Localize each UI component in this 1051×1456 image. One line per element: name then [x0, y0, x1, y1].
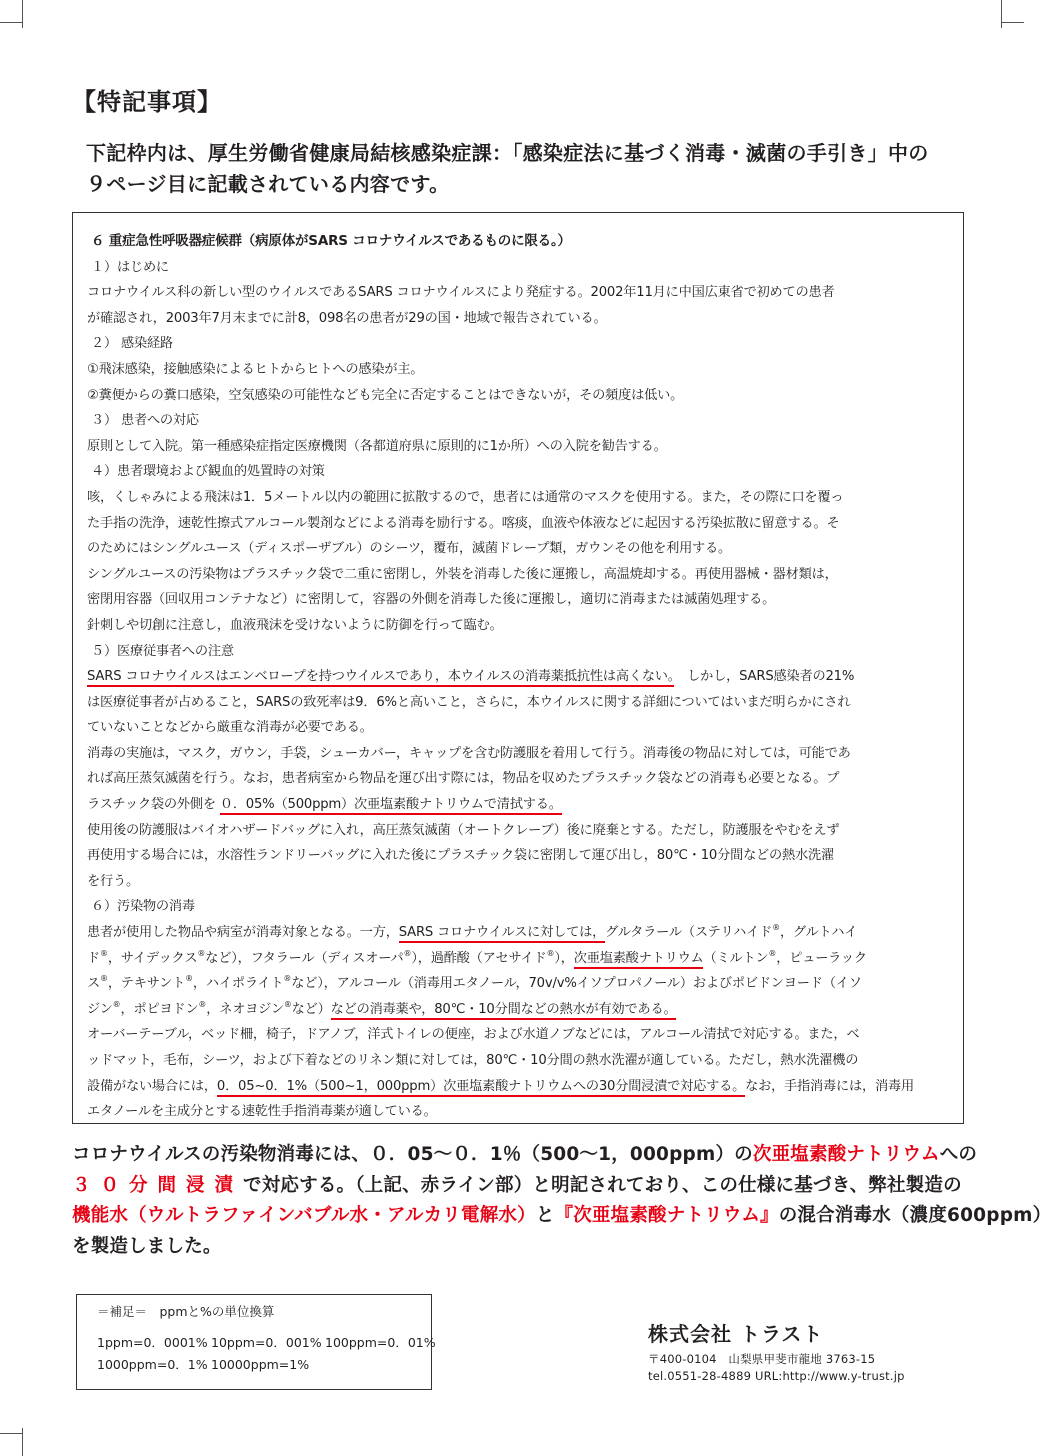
- text-span: と: [535, 1205, 555, 1226]
- paragraph-line: シングルユースの汚染物はプラスチック袋で二重に密閉し，外装を消毒した後に運搬し，高温焼却する。再使用器械・器材類は，: [87, 566, 838, 582]
- text-span: ジン: [87, 1001, 113, 1017]
- registered-mark: ®: [768, 948, 777, 958]
- highlight-red: ３０分間浸漬: [72, 1174, 244, 1196]
- text-span: ，グルトハイ: [779, 925, 858, 941]
- note-spacer: [97, 1323, 431, 1332]
- paragraph-line: ッドマット，毛布，シーツ，および下着などのリネン類に対しては，80℃・10分間の熱水洗濯が適している。ただし，熱水洗濯機の: [87, 1053, 859, 1068]
- text-span: ），: [554, 950, 574, 966]
- crop-mark-top-right-v: [1001, 0, 1002, 28]
- conversion-item: 10000ppm=1%: [211, 1357, 310, 1372]
- section-heading: ２） 感染経路: [91, 336, 173, 352]
- text-span: など），フタラール（ディスオーパ: [205, 950, 404, 966]
- paragraph-line: [87, 997, 947, 1023]
- paragraph-line: 使用後の防護服はバイオハザードバッグに入れ，高圧蒸気滅菌（オートクレーブ）後に廃棄とする。ただし，防護服をやむをえず: [87, 822, 840, 838]
- text-span: で対応する。（上記、赤ライン部）と明記されており、この仕様に基づき、弊社製造の: [243, 1174, 962, 1196]
- conversion-item: 100ppm=0．01%: [325, 1335, 436, 1350]
- paragraph-line: オーバーテーブル，ベッド柵，椅子，ドアノブ，洋式トイレの便座，および水道ノブなどには，アルコール清拭で対応する。また，ベ: [87, 1027, 860, 1043]
- highlight-red: 次亜塩素酸ナトリウム: [752, 1144, 940, 1165]
- paragraph-line: ②糞便からの糞口感染，空気感染の可能性なども完全に否定することはできないが，その頻度は低い。: [87, 387, 684, 403]
- registered-mark: ®: [283, 999, 292, 1009]
- registered-mark: ®: [403, 948, 412, 958]
- registered-mark: ®: [100, 948, 108, 958]
- paragraph-line: を行う。: [87, 873, 139, 889]
- text-span: ド: [87, 950, 100, 966]
- paragraph-line: は医療従事者が占めること，SARSの致死率は9．6%と高いこと，さらに，本ウイルスに関する詳細についてはいまだ明らかにされ: [87, 694, 851, 710]
- registered-mark: ®: [100, 974, 108, 984]
- paragraph-line: [87, 920, 947, 946]
- crop-mark-top-left-v: [22, 0, 23, 28]
- crop-mark-top-left-h: [0, 22, 22, 23]
- summary-line: [72, 1201, 1051, 1232]
- summary-line: [72, 1140, 978, 1171]
- section-heading: ６）汚染物の消毒: [91, 899, 195, 915]
- highlighted-text: 次亜塩素酸ナトリウム: [574, 951, 704, 969]
- page-title: 【特記事項】: [72, 88, 222, 116]
- section-heading: ３） 患者への対応: [91, 413, 199, 429]
- text-span: への: [939, 1144, 978, 1165]
- paragraph-line: [87, 792, 947, 818]
- company-contact: tel.0551-28-4889 URL:http://www.y-trust.jp: [648, 1369, 905, 1383]
- paragraph-line: が確認され，2003年7月末までに計8，098名の患者が29の国・地域で報告されている。: [87, 310, 607, 326]
- registered-mark: ®: [198, 999, 207, 1009]
- text-span: ，ハイポライト: [192, 976, 284, 992]
- text-span: など），アルコール（消毒用エタノール，70v/v%イソプロパノール）およびポビドンヨード（イソ: [291, 976, 862, 992]
- paragraph-line: 再使用する場合には，水溶性ランドリーバッグに入れた後にプラスチック袋に密閉して運び出し，80℃・10分間などの熱水洗濯: [87, 848, 834, 864]
- text-span: の混合消毒水（濃度600ppm）: [778, 1205, 1051, 1226]
- registered-mark: ®: [772, 923, 780, 933]
- note-row: [97, 1354, 431, 1376]
- text-span: など）: [291, 1001, 331, 1017]
- section-heading: １）はじめに: [91, 259, 169, 275]
- company-address: 〒400-0104 山梨県甲斐市龍地 3763-15: [648, 1352, 876, 1366]
- paragraph-line: [87, 1074, 947, 1100]
- unit-conversion-note: [76, 1294, 436, 1390]
- summary-line: を製造しました。: [72, 1235, 222, 1257]
- conversion-item: 1ppm=0．0001%: [97, 1335, 208, 1350]
- crop-mark-bottom-left-v: [22, 1428, 23, 1456]
- paragraph-line: ①飛沫感染，接触感染によるヒトからヒトへの感染が主。: [87, 361, 424, 377]
- highlighted-text: ０．05%（500ppm）次亜塩素酸ナトリウムで清拭する。: [220, 797, 562, 815]
- company-name: 株式会社 トラスト: [648, 1322, 824, 1346]
- paragraph-line: コロナウイルス科の新しい型のウイルスであるSARS コロナウイルスにより発症する。2002年11月に中国広東省で初めての患者: [87, 285, 835, 301]
- paragraph-line: のためにはシングルユース（ディスポーザブル）のシーツ，覆布，滅菌ドレープ類，ガウンその他を利用する。: [87, 541, 732, 557]
- company-info: [648, 1318, 905, 1383]
- note-row: [97, 1332, 436, 1354]
- text-span: なお，手指消毒には，消毒用: [745, 1078, 914, 1094]
- highlighted-text: 0．05~0．1%（500~1，000ppm）次亜塩素酸ナトリウムへの30分間浸漬で対応する。: [217, 1079, 745, 1097]
- text-span: グルタラール（ステリハイド: [605, 925, 773, 941]
- registered-mark: ®: [283, 974, 292, 984]
- paragraph-line: エタノールを主成分とする速乾性手指消毒薬が適している。: [87, 1104, 437, 1120]
- text-span: しかし，SARS感染者の21%: [674, 669, 855, 685]
- registered-mark: ®: [546, 948, 555, 958]
- summary-line: [72, 1171, 972, 1202]
- text-span: ，テキサント: [107, 976, 186, 992]
- quoted-guideline-box: [72, 212, 964, 1124]
- intro-text: [86, 138, 986, 200]
- paragraph-line: [87, 946, 947, 972]
- paragraph-line: [87, 971, 947, 997]
- text-span: ），過酢酸（アセサイド: [411, 950, 547, 966]
- intro-line: ９ページ目に記載されている内容です。: [86, 172, 450, 196]
- highlighted-text: などの消毒薬や，80℃・10分間などの熱水が有効である。: [331, 1002, 677, 1020]
- paragraph-line: 原則として入院。第一種感染症指定医療機関（各都道府県に原則的に1か所）への入院を勧告する。: [87, 438, 667, 454]
- highlighted-text: SARS コロナウイルスはエンベロープを持つウイルスであり，本ウイルスの消毒薬抵抗性は高くない。: [87, 669, 674, 687]
- text-span: ラスチック袋の外側を: [87, 797, 216, 813]
- paragraph-line: れば高圧蒸気滅菌を行う。なお，患者病室から物品を運び出す際には，物品を収めたプラスチック袋などの消毒も必要となる。プ: [87, 771, 840, 787]
- paragraph-line: 消毒の実施は，マスク，ガウン，手袋，シューカバー，キャップを含む防護服を着用して行う。消毒後の物品に対しては，可能であ: [87, 745, 851, 761]
- text-span: 設備がない場合には，: [87, 1078, 217, 1094]
- text-span: （ミルトン: [703, 950, 769, 966]
- section-heading: ５）医療従事者への注意: [91, 643, 234, 659]
- conversion-item: 1000ppm=0．1%: [97, 1357, 208, 1372]
- highlight-red: 『次亜塩素酸ナトリウム』: [554, 1205, 779, 1226]
- summary-text: [72, 1140, 1051, 1262]
- crop-mark-top-right-h: [1002, 22, 1024, 23]
- text-span: ，ポピヨドン: [120, 1001, 199, 1017]
- intro-line: 下記枠内は、厚生労働省健康局結核感染症課：「感染症法に基づく消毒・滅菌の手引き」中の: [86, 141, 929, 165]
- paragraph-line: た手指の洗浄，速乾性擦式アルコール製剤などによる消毒を励行する。喀痰，血液や体液などに起因する汚染拡散に留意する。そ: [87, 515, 840, 531]
- highlighted-text: SARS コロナウイルスに対しては，: [399, 925, 605, 943]
- paragraph-line: ていないことなどから厳重な消毒が必要である。: [87, 720, 373, 736]
- paragraph-line: [87, 664, 947, 690]
- text-span: ス: [87, 976, 100, 992]
- highlight-red: 機能水（ウルトラファインバブル水・アルカリ電解水）: [72, 1205, 536, 1226]
- registered-mark: ®: [112, 999, 121, 1009]
- paragraph-line: 針刺しや切創に注意し，血液飛沫を受けないように防御を行って臨む。: [87, 617, 503, 633]
- registered-mark: ®: [185, 974, 193, 984]
- section-heading: ４）患者環境および観血的処置時の対策: [91, 464, 325, 480]
- text-span: ，ピューラック: [776, 950, 867, 966]
- section-title: ６ 重症急性呼吸器症候群（病原体がSARS コロナウイルスであるものに限る。）: [91, 233, 571, 249]
- note-title: ＝補足＝ ppmと%の単位換算: [97, 1304, 275, 1319]
- crop-mark-bottom-left-h: [0, 1433, 22, 1434]
- text-span: 患者が使用した物品や病室が消毒対象となる。一方，: [87, 925, 399, 941]
- registered-mark: ®: [197, 948, 206, 958]
- paragraph-line: 密閉用容器（回収用コンテナなど）に密閉して，容器の外側を消毒した後に運搬し，適切に消毒または滅菌処理する。: [87, 592, 776, 608]
- text-span: ，サイデックス: [107, 950, 198, 966]
- text-span: コロナウイルスの汚染物消毒には、０．05～０．1％（500～1，000ppm）の: [72, 1144, 753, 1165]
- conversion-item: 10ppm=0．001%: [211, 1335, 322, 1350]
- text-span: ，ネオヨジン: [206, 1001, 284, 1017]
- paragraph-line: 咳，くしゃみによる飛沫は1．5メートル以内の範囲に拡散するので，患者には通常のマスクを使用する。また，その際に口を覆っ: [87, 489, 844, 505]
